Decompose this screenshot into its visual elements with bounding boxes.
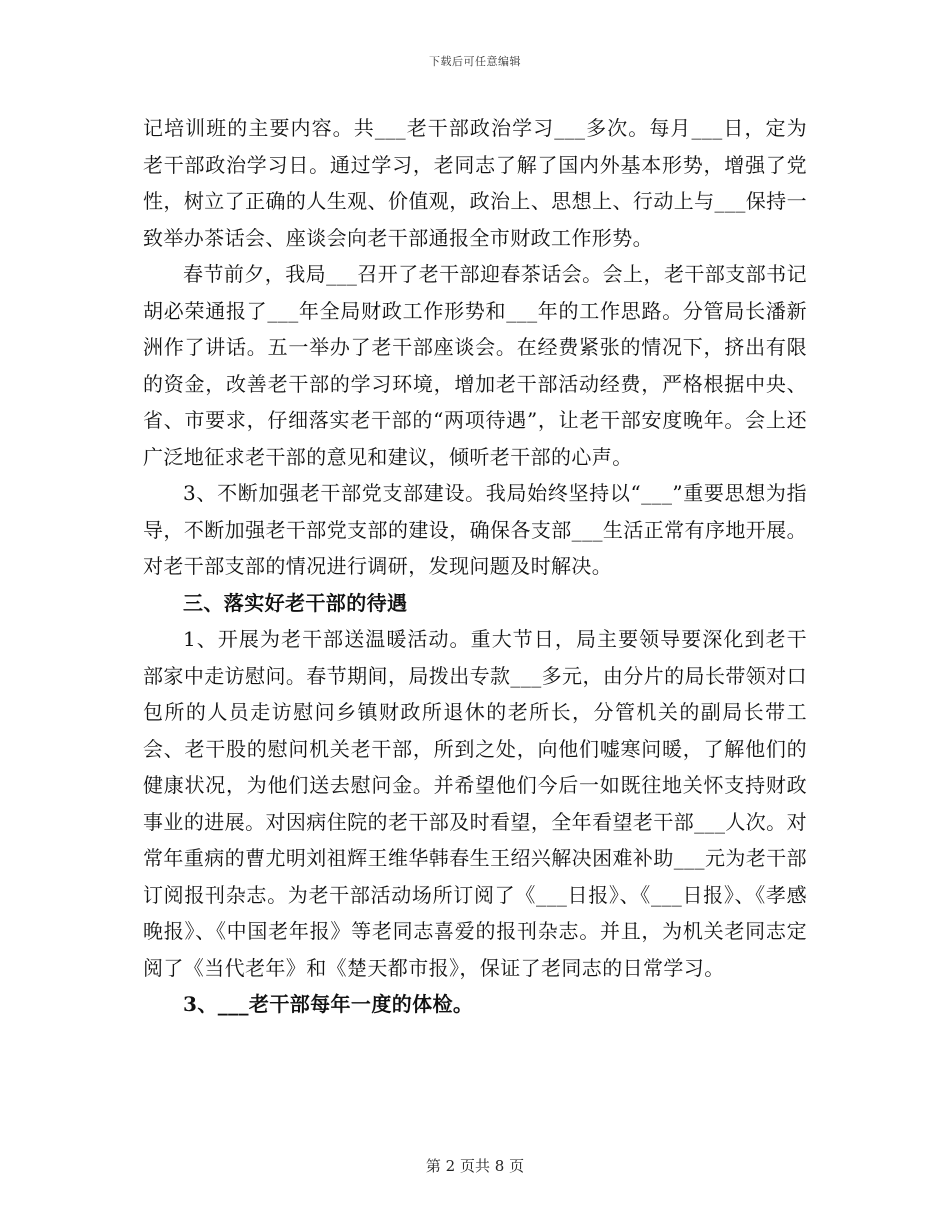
paragraph-warmth-activities: 1、开展为老干部送温暖活动。重大节日，局主要领导要深化到老干部家中走访慰问。春节期间，局拨出专款___多元，由分片的局长带领对口包所的人员走访慰问乡镇财政所退休的老所长，分管机关的副局长带工会、老干股的慰问机关老干部，所到之处，向他们嘘寒问暖，了解他们的健康状况，为他们送去慰问金。并希望他们今后一如既往地关怀支持财政事业的进展。对因病住院的老干部及时看望，全年看望老干部___人次。对常年重病的曹尤明刘祖辉王维华韩春生王绍兴解决困难补助___元为老干部订阅报刊杂志。为老干部活动场所订阅了《___日报》、《___日报》、《孝感晚报》、《中国老年报》等老同志喜爱的报刊杂志。并且，为机关老同志定阅了《当代老年》和《楚天都市报》，保证了老同志的日常学习。 bbox=[143, 627, 807, 980]
paragraph-party-branch: 3、不断加强老干部党支部建设。我局始终坚持以“___”重要思想为指导，不断加强老干部党支部的建设，确保各支部___生活正常有序地开展。对老干部支部的情况进行调研，发现问题及时解决。 bbox=[143, 481, 807, 578]
paragraph-annual-checkup: 3、___老干部每年一度的体检。 bbox=[183, 992, 474, 1016]
page-header: 下载后可任意编辑 bbox=[429, 55, 521, 68]
document-body bbox=[143, 110, 807, 1023]
paragraph-study-summary: 记培训班的主要内容。共___老干部政治学习___多次。每月___日，定为老干部政治学习日。通过学习，老同志了解了国内外基本形势，增强了党性，树立了正确的人生观、价值观，政治上、思想上、行动上与___保持一致举办茶话会、座谈会向老干部通报全市财政工作形势。 bbox=[143, 116, 807, 250]
section-heading-benefits: 三、落实好老干部的待遇 bbox=[183, 590, 408, 615]
page-number: 第 2 页共 8 页 bbox=[425, 1157, 525, 1175]
paragraph-spring-tea-party: 春节前夕，我局___召开了老干部迎春茶话会。会上，老干部支部书记胡必荣通报了___年全局财政工作形势和___年的工作思路。分管局长潘新洲作了讲话。五一举办了老干部座谈会。在经费紧张的情况下，挤出有限的资金，改善老干部的学习环境，增加老干部活动经费，严格根据中央、省、市要求，仔细落实老干部的“两项待遇”，让老干部安度晚年。会上还广泛地征求老干部的意见和建议，倾听老干部的心声。 bbox=[143, 262, 807, 469]
